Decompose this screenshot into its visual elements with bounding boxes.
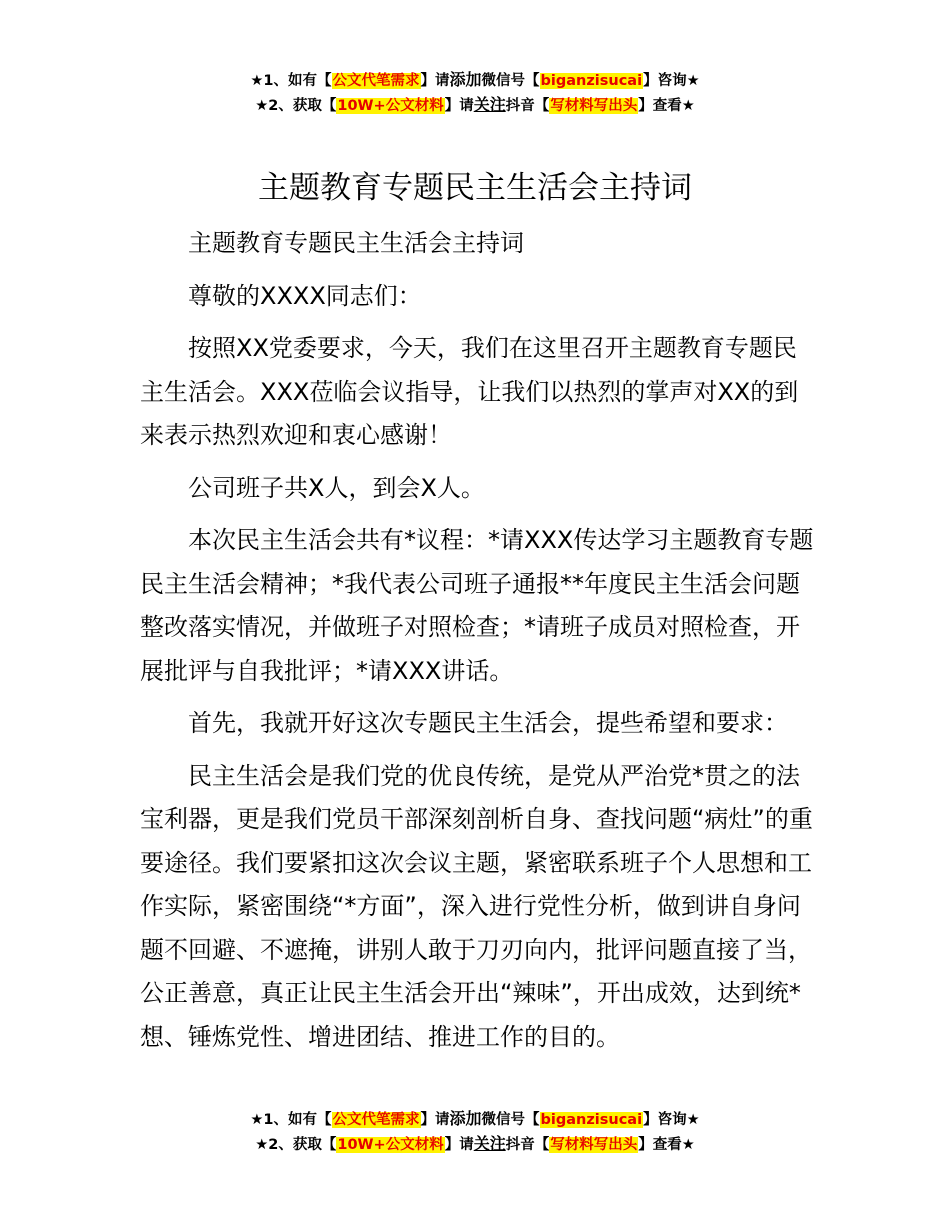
banner-text: 微信号【 <box>481 73 540 89</box>
banner-highlight: 公文代笔需求 <box>332 1112 420 1128</box>
banner-highlight: biganzisucai <box>540 1112 643 1128</box>
banner-line-1 <box>0 1107 950 1132</box>
banner-line-2 <box>0 1132 950 1157</box>
banner-text: ★2、获取【 <box>255 98 337 114</box>
banner-text: ★1、如有【 <box>250 1112 332 1128</box>
banner-text: 】咨询★ <box>643 73 700 89</box>
document-body <box>140 222 820 1068</box>
banner-highlight: 写材料写出头 <box>550 1137 638 1153</box>
paragraph: 尊敬的XXXX同志们： <box>188 281 422 310</box>
document-title: 主题教育专题民主生活会主持词 <box>258 170 692 206</box>
paragraph: 本次民主生活会共有*议程：*请XXX传达学习主题教育专题民主生活会精神；*我代表公司班子通报**年度民主生活会问题整改落实情况，并做班子对照检查；*请班子成员对照检查，开展批评与自我批评；*请XXX讲话。 <box>140 526 814 685</box>
banner-text: 】咨询★ <box>643 1112 700 1128</box>
paragraph: 民主生活会是我们党的优良传统，是党从严治党*贯之的法宝利器，更是我们党员干部深刻剖析自身、查找问题“病灶”的重要途径。我们要紧扣这次会议主题，紧密联系班子个人思想和工作实际，紧密围绕“*方面”，深入进行党性分析，做到讲自身问题不回避、不遮掩，讲别人敢于刀刃向内，批评问题直接了当，公正善意，真正让民主生活会开出“辣味”，开出成效，达到统*想、锤炼党性、增进团结、推进工作的目的。 <box>140 761 813 1051</box>
banner-text: ★2、获取【 <box>255 1137 337 1153</box>
banner-text: 】请 <box>444 1137 474 1153</box>
banner-emphasis: 添加 <box>449 1109 482 1128</box>
banner-text: 微信号【 <box>481 1112 540 1128</box>
banner-highlight: 10W+公文材料 <box>337 1137 444 1153</box>
header-banner <box>0 68 950 118</box>
banner-emphasis: 添加 <box>449 70 482 89</box>
banner-text: 】查看★ <box>638 1137 695 1153</box>
paragraph: 主题教育专题民主生活会主持词 <box>188 229 524 257</box>
banner-line-1 <box>0 68 950 93</box>
footer-banner <box>0 1107 950 1157</box>
banner-text: 】查看★ <box>638 98 695 114</box>
banner-line-2 <box>0 93 950 118</box>
banner-highlight: 写材料写出头 <box>550 98 638 114</box>
banner-highlight: 10W+公文材料 <box>337 98 444 114</box>
banner-text: 抖音【 <box>505 98 550 114</box>
paragraph: 首先，我就开好这次专题民主生活会，提些希望和要求： <box>188 709 788 737</box>
banner-emphasis: 关注 <box>473 1134 506 1153</box>
paragraph: 公司班子共X人，到会X人。 <box>188 473 485 502</box>
banner-text: 抖音【 <box>505 1137 550 1153</box>
banner-highlight: biganzisucai <box>540 73 643 89</box>
banner-text: 】请 <box>420 1112 450 1128</box>
banner-text: 】请 <box>444 98 474 114</box>
banner-emphasis: 关注 <box>473 95 506 114</box>
banner-highlight: 公文代笔需求 <box>332 73 420 89</box>
banner-text: 】请 <box>420 73 450 89</box>
banner-text: ★1、如有【 <box>250 73 332 89</box>
paragraph: 按照XX党委要求，今天，我们在这里召开主题教育专题民主生活会。XXX莅临会议指导，让我们以热烈的掌声对XX的到来表示热烈欢迎和衷心感谢！ <box>140 334 799 449</box>
